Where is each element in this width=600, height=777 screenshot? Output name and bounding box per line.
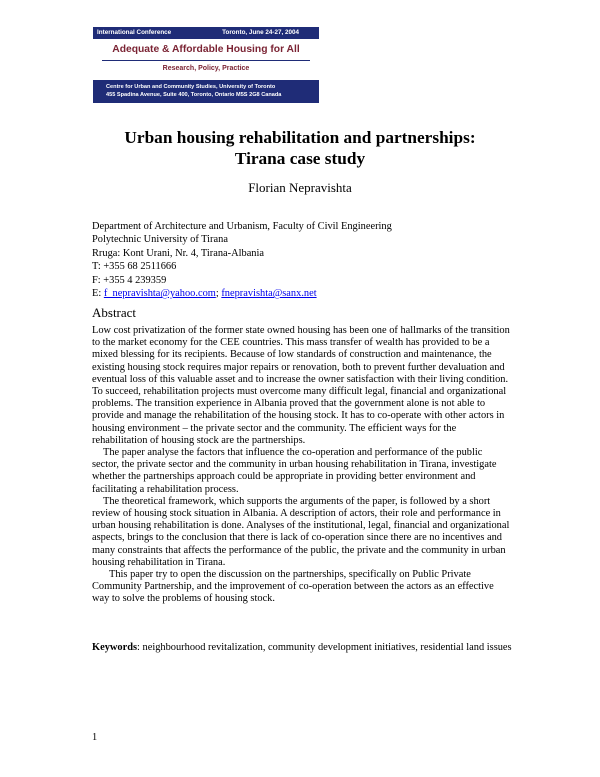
banner-subtitle: Research, Policy, Practice xyxy=(162,65,250,72)
banner-divider xyxy=(102,60,310,61)
paper-title xyxy=(0,127,600,169)
affiliation-block xyxy=(92,220,392,300)
banner-middle xyxy=(93,39,319,80)
keywords-text: : neighbourhood revitalization, community development initiatives, residential land issues xyxy=(137,642,512,653)
page-number: 1 xyxy=(92,732,98,743)
banner-address: 455 Spadina Avenue, Suite 400, Toronto, Ontario M5S 2G8 Canada xyxy=(106,92,282,98)
banner-bottom-band xyxy=(93,80,319,103)
abstract-paragraph-4: This paper try to open the discussion on the partnerships, specifically on Public Private Community Partnership, and the improvement of co-operation between the actors as an effective way to solve the problems of housing stock. xyxy=(92,569,494,605)
affiliation-street: Rruga: Kont Urani, Nr. 4, Tirana-Albania xyxy=(92,247,264,259)
email-link-sanx[interactable]: fnepravishta@sanx.net xyxy=(221,288,317,300)
paper-title-line1: Urban housing rehabilitation and partnerships: xyxy=(124,128,476,147)
affiliation-email-line xyxy=(92,287,392,300)
paper-author: Florian Nepravishta xyxy=(248,180,352,195)
banner-title: Adequate & Affordable Housing for All xyxy=(112,44,300,55)
affiliation-university: Polytechnic University of Tirana xyxy=(92,234,228,246)
affiliation-fax: F: +355 4 239359 xyxy=(92,274,167,286)
keywords-block xyxy=(92,642,512,654)
banner-top-band xyxy=(93,27,319,39)
affiliation-department: Department of Architecture and Urbanism, Faculty of Civil Engineering xyxy=(92,221,392,232)
email-separator: ; xyxy=(215,288,222,300)
abstract-paragraph-3: The theoretical framework, which supports the arguments of the paper, is followed by a short review of housing stock situation in Albania. A description of actors, their role and performance in urban housing rehabilitation is done. Analyses of the institutional, legal, financial and organizational aspects, brings to the conclusion that there is lack of co-operation since there are no incentives and many constraints that affects the performance of the public, the private and the community in urban housing rehabilitation in Tirana. xyxy=(92,495,510,568)
email-prefix: E: xyxy=(92,288,104,300)
abstract-paragraph-2: The paper analyse the factors that influence the co-operation and performance of the public sector, the private sector and the community in urban housing rehabilitation in Tirana, investigate whether the partnerships approach could be appropriate in providing better environment and facilitating a rehabilitation process. xyxy=(92,447,497,495)
email-link-yahoo[interactable]: f_nepravishta@yahoo.com xyxy=(103,288,216,300)
banner-date: Toronto, June 24-27, 2004 xyxy=(222,29,299,36)
banner-centre: Centre for Urban and Community Studies, University of Toronto xyxy=(106,84,276,90)
banner-conference-label: International Conference xyxy=(97,29,172,36)
affiliation-telephone: T: +355 68 2511666 xyxy=(92,261,177,273)
abstract-body xyxy=(92,325,510,606)
conference-banner xyxy=(93,27,319,103)
abstract-heading: Abstract xyxy=(92,305,137,320)
abstract-paragraph-1: Low cost privatization of the former state owned housing has been one of hallmarks of the transition to the market economy for the CEE countries. This mass transfer of wealth has provided to be a mixed blessing for its recipients. Because of low standards of construction and maintenance, the existing housing stock requires major repairs or renovation, both to prevent further devaluation and eventual loss of this valuable asset and to increase the owner satisfaction with their living condition. To succeed, rehabilitation projects must overcome many difficult legal, financial and organizational problems. The transition experience in Albania proved that the government alone is not able to provide and manage the rehabilitation of the housing stock. It has to co-operate with other actors in housing environment – the private sector and the community. The efficient ways for the rehabilitation of housing stock are the partnerships. xyxy=(92,325,510,446)
paper-title-line2: Tirana case study xyxy=(234,149,366,168)
keywords-label: Keywords xyxy=(92,642,138,653)
